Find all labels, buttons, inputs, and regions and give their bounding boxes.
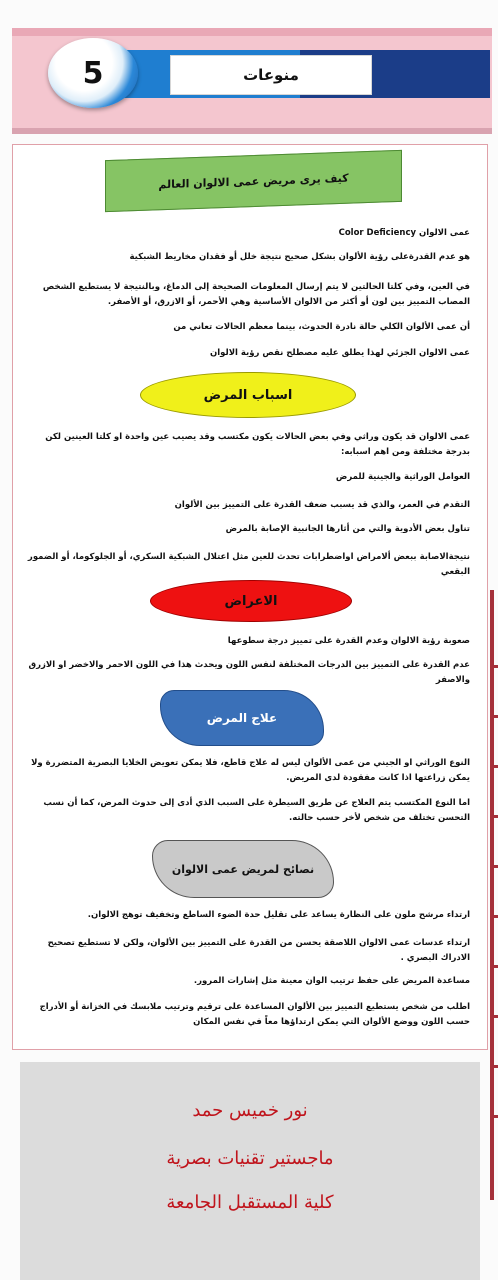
right-edge-marks <box>490 665 498 1165</box>
symptoms-heading-banner: الاعراض <box>150 580 352 622</box>
cause-item: التقدم في العمر، والذي قد يسبب ضعف القدرة على التمييز بين الألوان <box>174 500 470 510</box>
cause-item: تناول بعض الأدوية والتي من أثارها الجانبية الإصابة بالمرض <box>225 524 470 534</box>
advice-heading-banner: نصائح لمريض عمى الالوان <box>152 840 334 898</box>
issue-number-badge <box>48 38 138 108</box>
causes-heading-banner: اسباب المرض <box>140 372 356 418</box>
page-title: منوعات <box>170 55 372 95</box>
cause-item: نتيجةالاصابة ببعض ألامراض اواضطرابات تحدث للعين مثل اعتلال الشبكية السكري، أو الجلوكوما، أو الضمور البقعي <box>27 552 470 577</box>
intro-paragraph-3: عمى الالوان الجزئي لهذا يطلق عليه مصطلح نقص رؤية الالوان <box>210 348 470 358</box>
author-college: كلية المستقبل الجامعة <box>166 1192 334 1213</box>
advice-item: ارتداء عدسات عمى الالوان اللاصقة يحسن من القدرة على التمييز بين الألوان، ولكن لا تستطيع تصحيح الادراك البصري . <box>47 938 470 963</box>
intro-paragraph-1: في العين، وفي كلتا الحالتين لا يتم إرسال المعلومات الصحيحة إلى الدماغ، وبالنتيجة لا يستطيع الشخص المصاب التمييز بين لون أو أكثر من الالوان الأساسية وهي الأحمر، أو الازرق، أو الأصفر. <box>42 282 470 307</box>
header-shadow <box>12 128 492 134</box>
cause-item: العوامل الوراثية والجينية للمرض <box>335 472 470 482</box>
advice-item: اطلب من شخص يستطيع التمييز بين الألوان المساعدة على ترقيم وترتيب ملابسك في الخزانة أو الأدراج حسب اللون ووضع الألوان التي يمكن ارتداؤها معاً في نفس المكان <box>39 1002 470 1027</box>
term-line: عمى الالوان Color Deficiency <box>338 228 470 238</box>
treatment-paragraph-1: النوع الوراثي او الجيني من عمى الألوان ليس له علاج قاطع، فلا يمكن تعويض الخلايا البصرية المتضررة ولا يمكن زراعتها اذا كانت مفقودة لدى المريض. <box>31 758 470 783</box>
treatment-heading-banner: علاج المرض <box>160 690 324 746</box>
author-box <box>20 1062 480 1280</box>
issue-number: 5 <box>82 55 104 91</box>
definition: هو عدم القدرةعلى رؤية الألوان بشكل صحيح نتيجة خلل أو فقدان مخاريط الشبكية <box>129 252 470 262</box>
symptom-item: عدم القدرة على التمييز بين الدرجات المختلفة لنفس اللون ويحدث هذا في اللون الاحمر والاخضر او الازرق والاصفر <box>28 660 470 685</box>
advice-item: ارتداء مرشح ملون على النظارة يساعد على تقليل حدة الضوء الساطع وتخفيف توهج الالوان. <box>87 910 470 920</box>
main-heading-banner: كيف يرى مريض عمى الالوان العالم <box>105 150 402 212</box>
advice-item: مساعدة المريض على حفظ ترتيب الوان معينة مثل إشارات المرور. <box>193 976 470 986</box>
symptom-item: صعوبة رؤية الالوان وعدم القدرة على تمييز درجة سطوعها <box>227 636 470 646</box>
intro-paragraph-2: أن عمى الألوان الكلي حالة نادرة الحدوث، بينما معظم الحالات تعاني من <box>173 322 470 332</box>
causes-intro: عمى الالوان قد يكون وراثي وفي بعض الحالات يكون مكتسب وقد يصيب عين واحدة او كلتا العينين لكن بدرجة مختلفة ومن اهم اسبابه: <box>45 432 470 457</box>
author-name: نور خميس حمد <box>192 1100 308 1121</box>
author-degree: ماجستير تقنيات بصرية <box>166 1148 334 1169</box>
header-band-stripe <box>12 28 492 36</box>
treatment-paragraph-2: اما النوع المكتسب يتم العلاج عن طريق السيطرة على السبب الذي أدى إلى حدوث المرض، كما أن نسب التحسن تختلف من شخص لأخر حسب حالته. <box>43 798 470 823</box>
